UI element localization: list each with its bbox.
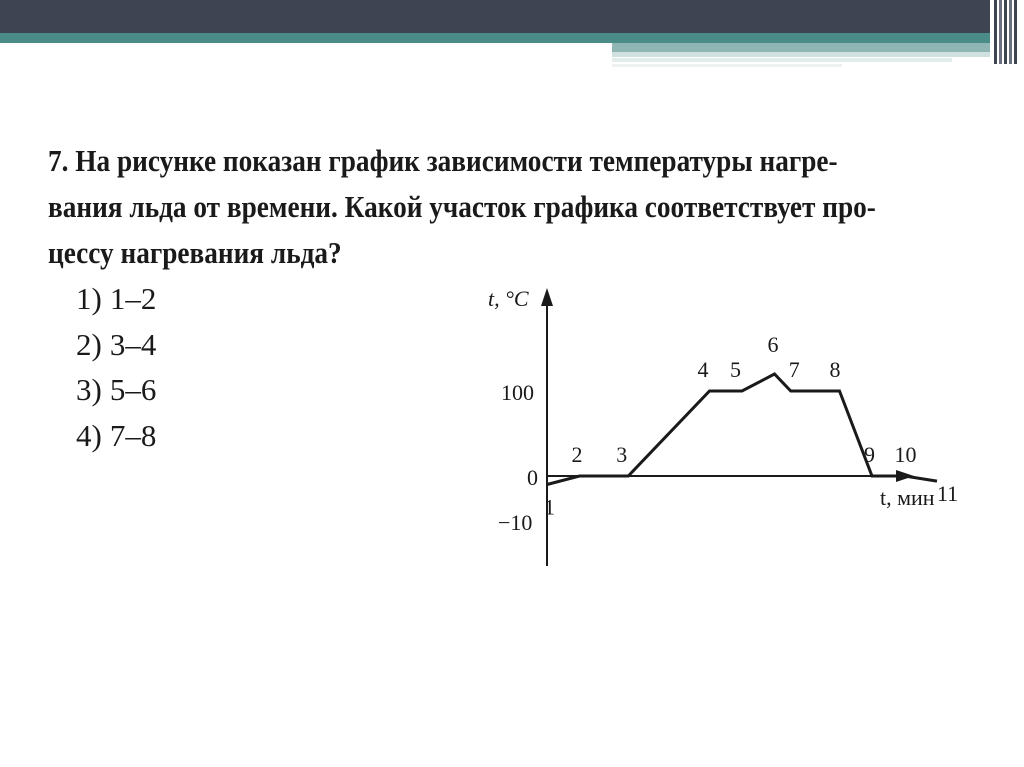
point-label: 3 — [616, 442, 628, 467]
answer-text: 3–4 — [109, 326, 157, 362]
answer-option — [76, 276, 156, 322]
y-axis-arrow — [541, 288, 553, 306]
temperature-time-chart — [480, 282, 960, 572]
y-tick-label: 100 — [501, 380, 534, 405]
answer-number: 3) — [76, 372, 102, 407]
y-tick-label: 0 — [527, 465, 538, 490]
question-text — [48, 138, 876, 276]
chart-series — [547, 374, 937, 485]
answer-options — [76, 276, 156, 458]
answer-text: 7–8 — [109, 417, 157, 453]
point-label: 1 — [544, 494, 555, 520]
header-band-dark — [0, 0, 990, 33]
answer-option — [76, 367, 156, 413]
answer-option — [76, 322, 156, 368]
header-stripe — [999, 0, 1002, 64]
answer-number: 4) — [76, 417, 102, 453]
point-label: 5 — [730, 357, 741, 382]
point-label: 8 — [829, 357, 841, 382]
answer-number: 1) — [76, 281, 102, 316]
point-label: 6 — [767, 332, 779, 357]
answer-number: 2) — [76, 326, 102, 362]
header-band-teal-light — [612, 43, 990, 52]
header-stripe — [1009, 0, 1012, 64]
y-axis-label: t, °C — [488, 286, 529, 311]
answer-option — [76, 413, 156, 459]
point-label: 9 — [864, 442, 875, 467]
question-line: 7. На рисунке показан график зависимости температуры нагре- — [48, 143, 838, 178]
header-band-pale — [612, 52, 990, 57]
point-label: 4 — [697, 357, 709, 382]
question-line: цессу нагревания льда? — [48, 235, 342, 270]
point-label: 10 — [894, 442, 917, 467]
header-band-pale — [612, 64, 842, 67]
header-band-teal — [0, 33, 990, 43]
header-band-pale — [612, 58, 952, 62]
point-label: 2 — [571, 442, 583, 467]
answer-text: 1–2 — [109, 281, 157, 316]
y-tick-label: −10 — [498, 510, 533, 535]
answer-text: 5–6 — [109, 372, 157, 407]
point-label: 11 — [937, 481, 959, 507]
x-axis-label: t, мин — [880, 485, 935, 510]
slide-header-bar — [0, 0, 1024, 70]
temperature-curve — [547, 374, 937, 485]
header-stripe — [1004, 0, 1007, 64]
point-label: 7 — [788, 357, 800, 382]
header-stripe — [1014, 0, 1017, 64]
chart-axes — [488, 286, 935, 566]
question-line: вания льда от времени. Какой участок графика соответствует про- — [48, 189, 876, 224]
header-stripe — [994, 0, 997, 64]
